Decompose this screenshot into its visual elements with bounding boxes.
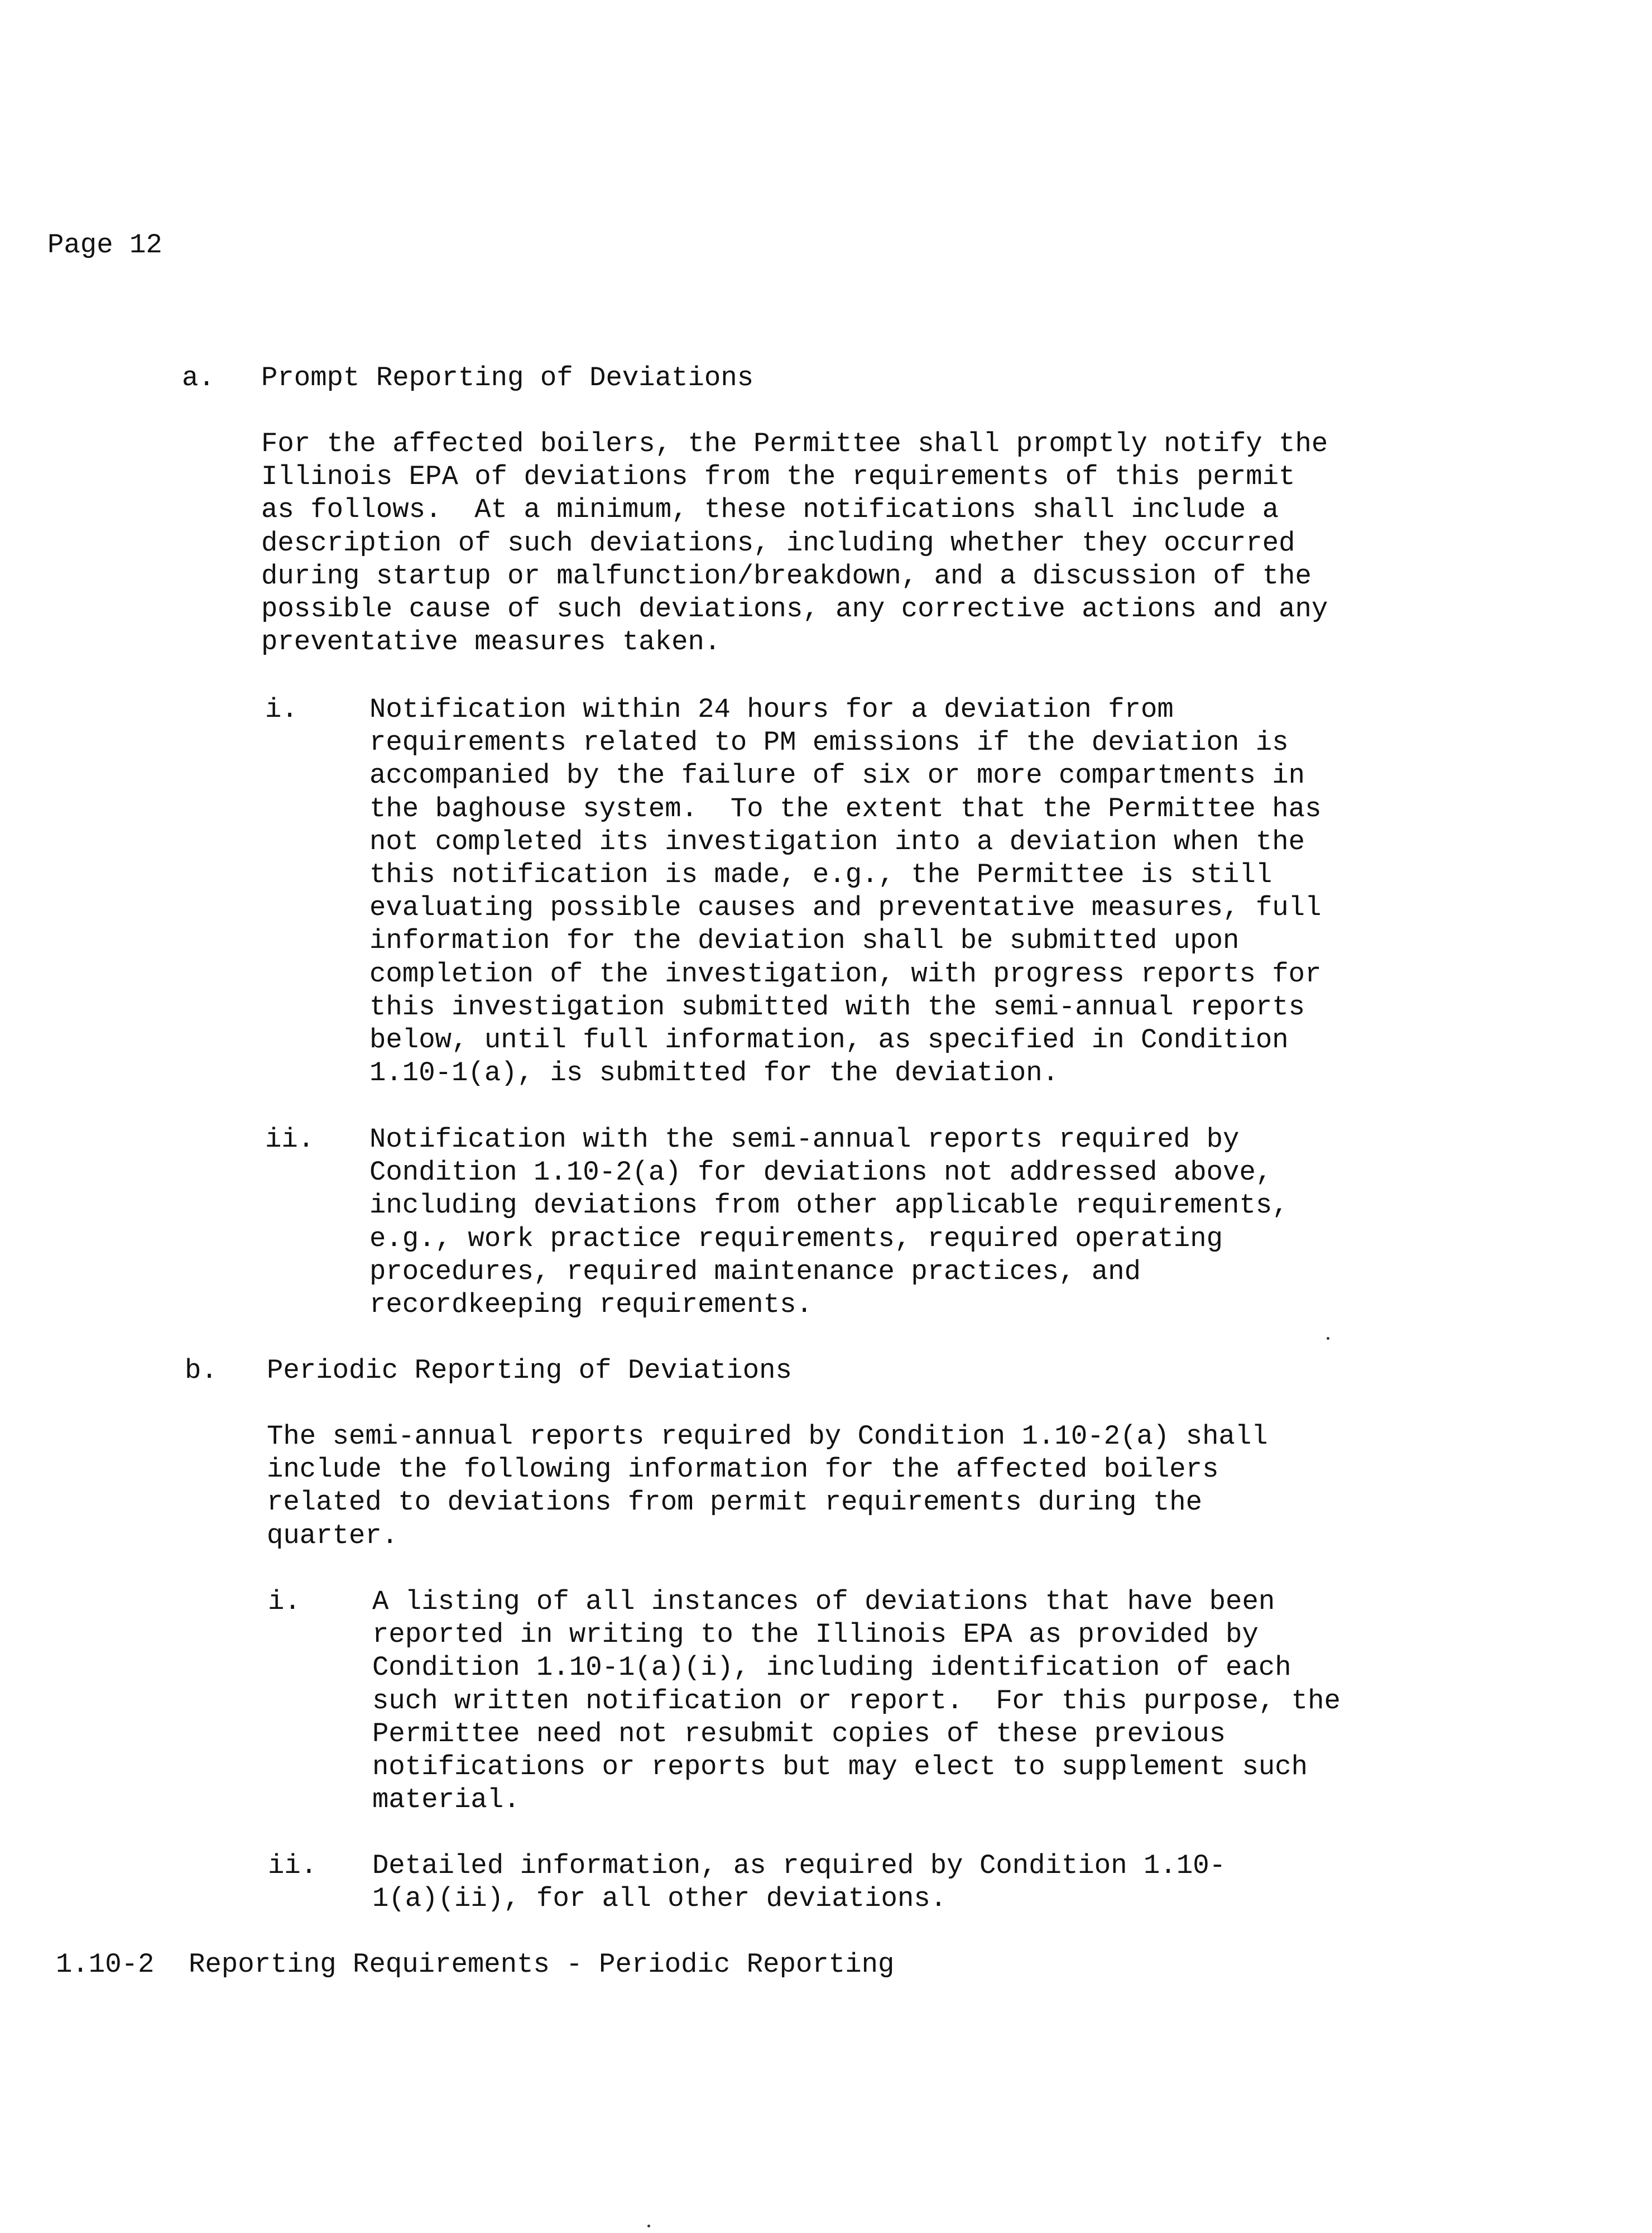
scan-speck [647, 2225, 650, 2227]
section-b-intro: The semi-annual reports required by Condition 1.10-2(a) shall include the following information for the affected boilers related to deviations from permit requirements during the quarter. [267, 1421, 1268, 1551]
section-a-item-ii-marker: ii. [265, 1124, 315, 1155]
condition-heading: Reporting Requirements - Periodic Reporting [189, 1949, 895, 1980]
scan-speck [1327, 1337, 1329, 1340]
section-a-heading: Prompt Reporting of Deviations [261, 362, 754, 394]
section-a-marker: a. [182, 362, 215, 394]
page-number: Page 12 [47, 229, 162, 261]
section-b-item-i-marker: i. [268, 1586, 301, 1617]
section-a-item-i-text: Notification within 24 hours for a deviation from requirements related to PM emissions if the deviation is accompanied by the failure of six or more compartments in the baghouse system. To the extent that the Permittee has not completed its investigation into a deviation when the this notification is made, e.g., the Permittee is still evaluating possible causes and preventative measures, full information for the deviation shall be submitted upon completion of the investigation, with progress reports for this investigation submitted with the semi-annual reports below, until full information, as specified in Condition 1.10-1(a), is submitted for the deviation. [369, 694, 1322, 1089]
section-a-item-i-marker: i. [265, 694, 298, 725]
section-b-marker: b. [185, 1355, 218, 1386]
section-b-item-i-text: A listing of all instances of deviations that have been reported in writing to the Illinois EPA as provided by Condition 1.10-1(a)(i), including identification of each such written notification or report. For this purpose, the Permittee need not resubmit copies of these previous notifications or reports but may elect to supplement such material. [372, 1586, 1341, 1816]
section-a-item-ii-text: Notification with the semi-annual reports required by Condition 1.10-2(a) for deviations not addressed above, including deviations from other applicable requirements, e.g., work practice requirements, required operating procedures, required maintenance practices, and recordkeeping requirements. [369, 1124, 1289, 1321]
section-a-intro: For the affected boilers, the Permittee shall promptly notify the Illinois EPA of deviations from the requirements of this permit as follows. At a minimum, these notifications shall include a description of such deviations, including whether they occurred during startup or malfunction/breakdown, and a discussion of the possible cause of such deviations, any corrective actions and any preventative measures taken. [261, 428, 1328, 658]
section-b-heading: Periodic Reporting of Deviations [267, 1355, 792, 1386]
condition-number: 1.10-2 [56, 1949, 155, 1980]
section-b-item-ii-text: Detailed information, as required by Condition 1.10- 1(a)(ii), for all other deviations. [372, 1850, 1226, 1915]
section-b-item-ii-marker: ii. [268, 1850, 318, 1881]
